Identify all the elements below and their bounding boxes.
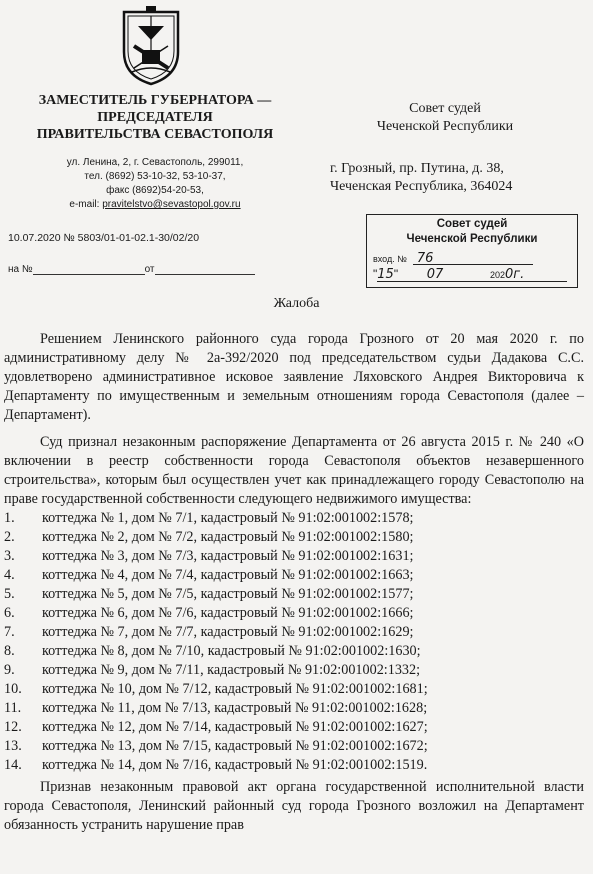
sender-address-line: факс (8692)54-20-53, <box>106 185 204 196</box>
sender-email-link[interactable]: pravitelstvo@sevastopol.gov.ru <box>102 199 241 210</box>
document-body <box>4 330 584 835</box>
stamp-year-suffix: 0г. <box>505 267 525 282</box>
ref-label: на № <box>8 264 33 275</box>
list-item: 12. коттеджа № 12, дом № 7/14, кадастровый № 91:02:001002:1627; <box>4 719 428 735</box>
paragraph: Признав незаконным правовой акт органа государственной исполнительной власти города Севастополя, Ленинский районный суд города Грозного возложил на Департамент обязанность устранить нарушение прав <box>4 779 584 833</box>
incoming-stamp <box>366 214 578 288</box>
stamp-day: 15 <box>377 267 394 282</box>
list-item: 11. коттеджа № 11, дом № 7/13, кадастровый № 91:02:001002:1628; <box>4 700 428 716</box>
list-item: 1. коттеджа № 1, дом № 7/1, кадастровый № 91:02:001002:1578; <box>4 510 414 526</box>
stamp-incoming-number: 76 <box>416 251 434 266</box>
recipient-address <box>330 160 593 196</box>
stamp-line2: Чеченской Республики <box>406 233 538 245</box>
stamp-date: "15" 07 2020г. <box>373 267 525 282</box>
paragraph: Суд признал незаконным распоряжение Департамента от 26 августа 2015 г. № 240 «О включении в реестр собственности города Севастополя объектов незавершенного строительства», которым был осуществлен учет как принадлежащего городу Севастополю на праве государственной собственности следующего недвижимого имущества: <box>4 434 584 507</box>
stamp-incoming-label: вход. № <box>373 254 407 264</box>
recipient-name-line: Чеченской Республики <box>376 119 514 134</box>
list-item: 14. коттеджа № 14, дом № 7/16, кадастровый № 91:02:001002:1519. <box>4 757 428 773</box>
ref-from-label: от <box>144 264 155 275</box>
sender-title-line: ЗАМЕСТИТЕЛЬ ГУБЕРНАТОРА — <box>38 93 272 108</box>
list-item: 3. коттеджа № 3, дом № 7/3, кадастровый № 91:02:001002:1631; <box>4 548 414 564</box>
outgoing-number: 10.07.2020 № 5803/01-01-02.1-30/02/20 <box>8 232 200 244</box>
stamp-number-underline <box>413 264 533 265</box>
sender-address <box>30 156 280 212</box>
sender-title-line: ПРАВИТЕЛЬСТВА СЕВАСТОПОЛЯ <box>36 127 274 142</box>
list-item: 8. коттеджа № 8, дом № 7/10, кадастровый № 91:02:001002:1630; <box>4 643 421 659</box>
sender-address-line: ул. Ленина, 2, г. Севастополь, 299011, <box>66 157 244 168</box>
ref-date-blank <box>155 264 255 275</box>
sender-address-line: тел. (8692) 53-10-32, 53-10-37, <box>84 171 226 182</box>
stamp-date-underline <box>377 281 567 282</box>
recipient-address-line: Чеченская Республика, 364024 <box>330 179 513 194</box>
list-item: 2. коттеджа № 2, дом № 7/2, кадастровый № 91:02:001002:1580; <box>4 529 414 545</box>
list-item: 10. коттеджа № 10, дом № 7/12, кадастровый № 91:02:001002:1681; <box>4 681 428 697</box>
list-item: 4. коттеджа № 4, дом № 7/4, кадастровый № 91:02:001002:1663; <box>4 567 414 583</box>
recipient-name-line: Совет судей <box>409 101 481 116</box>
recipient-name <box>360 100 530 136</box>
list-item: 9. коттеджа № 9, дом № 7/11, кадастровый № 91:02:001002:1332; <box>4 662 421 678</box>
stamp-line1: Совет судей <box>436 218 508 230</box>
recipient-address-line: г. Грозный, пр. Путина, д. 38, <box>330 161 504 176</box>
paragraph: Решением Ленинского районного суда города Грозного от 20 мая 2020 г. по административному делу № 2а-392/2020 под председательством судьи Дадакова С.С. удовлетворено административное исковое заявление Ляховского Андрея Викторовича к Департаменту по имущественным и земельным отношениям города Севастополя (далее – Департамент). <box>4 331 584 423</box>
list-item: 5. коттеджа № 5, дом № 7/5, кадастровый № 91:02:001002:1577; <box>4 586 414 602</box>
list-item: 7. коттеджа № 7, дом № 7/7, кадастровый № 91:02:001002:1629; <box>4 624 414 640</box>
sender-title-line: ПРЕДСЕДАТЕЛЯ <box>97 110 213 125</box>
stamp-year-prefix: 202 <box>490 270 506 280</box>
sevastopol-coat-of-arms-icon <box>120 6 182 86</box>
sender-title <box>14 92 296 143</box>
reference-line <box>8 264 280 275</box>
list-item: 6. коттеджа № 6, дом № 7/6, кадастровый № 91:02:001002:1666; <box>4 605 414 621</box>
list-item: 13. коттеджа № 13, дом № 7/15, кадастровый № 91:02:001002:1672; <box>4 738 428 754</box>
stamp-month: 07 <box>426 267 444 282</box>
property-list <box>4 509 584 775</box>
sender-email-line <box>30 198 280 212</box>
ref-number-blank <box>33 264 145 275</box>
email-prefix: e-mail: <box>69 199 103 210</box>
document-title: Жалоба <box>273 296 320 311</box>
